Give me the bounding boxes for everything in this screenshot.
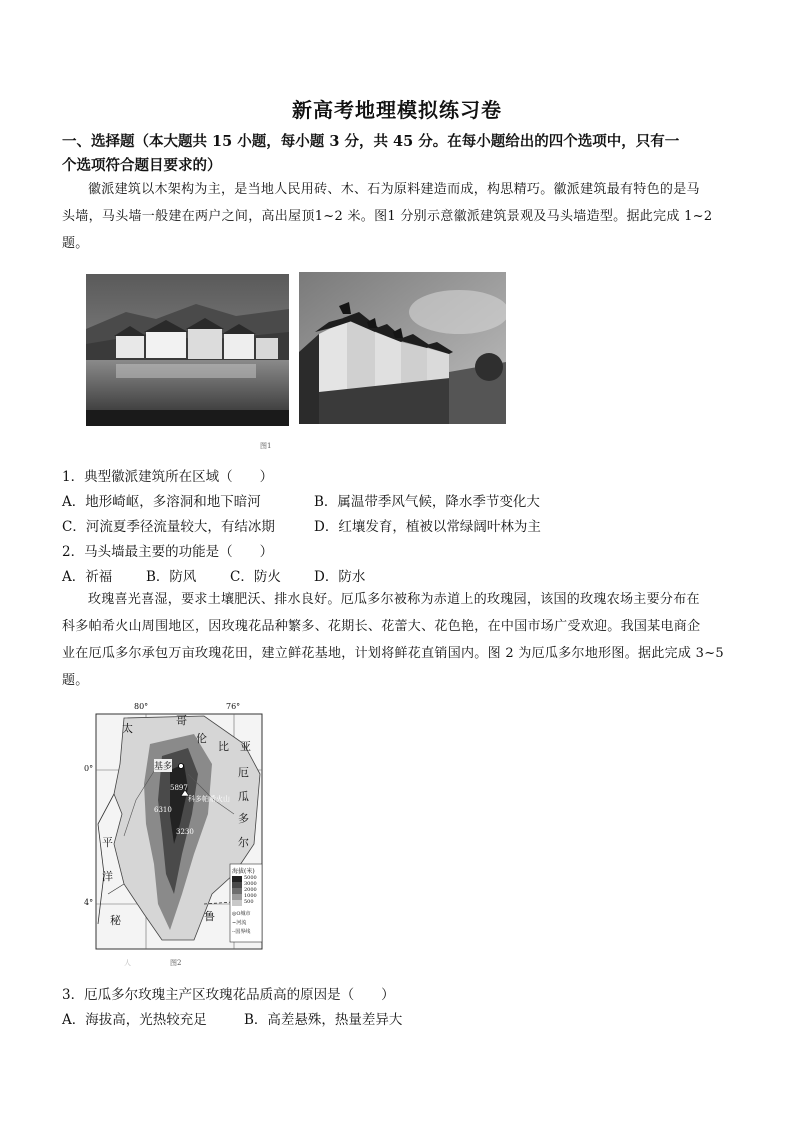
figure-2-caption: 图2 [170, 959, 182, 967]
legend-value-4: 1000 [244, 893, 257, 899]
passage-2-line-3: 业在厄瓜多尔承包万亩玫瑰花田，建立鲜花基地，计划将鲜花直销国内。图 2 为厄瓜多尔地形图。据此完成 3~5 [62, 646, 725, 661]
section-heading-line-1: 一、选择题（本大题共 15 小题，每小题 3 分，共 45 分。在每小题给出的四个选项中，只有一 [62, 133, 680, 150]
page-title: 新高考地理模拟练习卷 [292, 98, 502, 122]
colombia-label-3: 比 [218, 740, 229, 753]
huizhou-landscape-photo [86, 274, 289, 426]
lon-label-right: 76° [226, 702, 241, 711]
colombia-label-4: 亚 [240, 740, 251, 753]
question-2-option-c[interactable]: C．防火 [230, 569, 281, 585]
ocean-label-1: 太 [122, 722, 133, 735]
question-2-stem: 2．马头墙最主要的功能是（ ） [62, 544, 274, 560]
legend-value-5: 500 [244, 899, 254, 905]
question-2-option-b[interactable]: B．防风 [146, 569, 197, 585]
elevation-label-1: 5897 [170, 784, 188, 792]
colombia-label-2: 伦 [196, 732, 207, 745]
question-1-stem: 1．典型徽派建筑所在区域（ ） [62, 469, 274, 485]
country-label-3: 多 [238, 812, 249, 825]
question-1-option-b[interactable]: B．属温带季风气候，降水季节变化大 [314, 494, 540, 510]
question-1-option-a[interactable]: A．地形崎岖，多溶洞和地下暗河 [62, 494, 261, 510]
volcano-label: 科多帕希火山 [188, 795, 230, 803]
country-label-2: 瓜 [238, 790, 249, 803]
question-2-option-a[interactable]: A．祈福 [62, 569, 113, 585]
question-3-option-a[interactable]: A．海拔高，光热较充足 [62, 1012, 207, 1028]
country-label-4: 尔 [238, 836, 249, 849]
ecuador-terrain-map [84, 704, 274, 974]
passage-2-line-2: 科多帕希火山周围地区，因玫瑰花品种繁多、花期长、花蕾大、花色艳，在中国市场广受欢迎。我国某电商企 [62, 619, 701, 634]
legend-value-2: 3000 [244, 881, 257, 887]
horse-head-wall-photo [299, 272, 506, 424]
elevation-label-3: 3230 [176, 828, 194, 836]
capital-label: 基多 [154, 759, 172, 772]
legend-border: --国界线 [232, 929, 251, 935]
section-heading-line-2: 个选项符合题目要求的） [62, 157, 222, 174]
question-1-option-c[interactable]: C．河流夏季径流量较大，有结冰期 [62, 519, 275, 535]
ocean-label-3: 洋 [102, 870, 113, 883]
ocean-label-2: 平 [102, 836, 113, 849]
lat-label-top: 0° [84, 764, 94, 773]
figure-1-caption: 图1 [260, 442, 272, 450]
question-3-stem: 3．厄瓜多尔玫瑰主产区玫瑰花品质高的原因是（ ） [62, 987, 395, 1003]
passage-1-line-2: 头墙，马头墙一般建在两户之间，高出屋顶1~2 米。图1 分别示意徽派建筑景观及马头墙造型。据此完成 1~2 [62, 209, 713, 224]
lon-label-left: 80° [134, 702, 149, 711]
lat-label-bottom: 4° [84, 898, 94, 907]
question-1-option-d[interactable]: D．红壤发育，植被以常绿阔叶林为主 [314, 519, 541, 535]
passage-2-line-1: 玫瑰喜光喜湿，要求土壤肥沃、排水良好。厄瓜多尔被称为赤道上的玫瑰园，该国的玫瑰农场主要分布在 [88, 592, 700, 607]
legend-river: ~河流 [232, 920, 247, 926]
passage-2-line-4: 题。 [62, 673, 89, 688]
question-2-option-d[interactable]: D．防水 [314, 569, 366, 585]
country-label-1: 厄 [238, 766, 249, 779]
passage-2 [62, 586, 738, 694]
legend-value-1: 5000 [244, 875, 257, 881]
legend-title: 海拔(米) [232, 868, 255, 875]
passage-1-line-3: 题。 [62, 236, 89, 251]
legend-city: ◎O城市 [232, 911, 251, 917]
peru-label-2: 鲁 [204, 910, 215, 923]
legend-value-3: 2000 [244, 887, 257, 893]
faint-note: 人 [124, 959, 131, 967]
passage-1-line-1: 徽派建筑以木架构为主，是当地人民用砖、木、石为原料建造而成，构思精巧。徽派建筑最有特色的是马 [88, 182, 700, 197]
question-3-option-b[interactable]: B．高差悬殊，热量差异大 [244, 1012, 403, 1028]
passage-1 [62, 176, 738, 257]
elevation-label-2: 6310 [154, 806, 172, 814]
colombia-label-1: 哥 [176, 714, 187, 727]
peru-label-1: 秘 [110, 914, 121, 927]
section-heading [62, 130, 742, 178]
